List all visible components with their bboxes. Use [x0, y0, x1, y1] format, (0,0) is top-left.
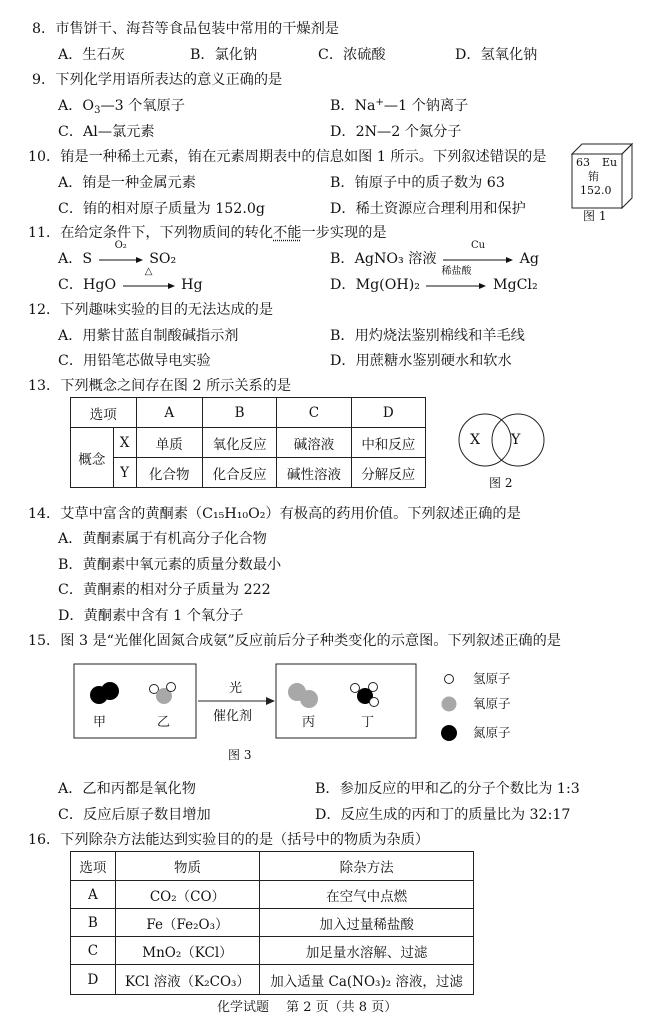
- q15-option-d[interactable]: D．反应生成的丙和丁的质量比为 32:17: [315, 807, 571, 823]
- table-cell: 化合物: [136, 458, 202, 488]
- q15-stem: 15．图 3 是“光催化固氮合成氨”反应前后分子种类变化的示意图。下列叙述正确的是: [28, 633, 561, 649]
- element-symbol: Eu: [602, 156, 618, 169]
- q10-option-b[interactable]: B．铕原子中的质子数为 63: [330, 175, 505, 191]
- q16-purification-table: [70, 851, 474, 995]
- q11-option-a[interactable]: A．S O₂ SO₂: [58, 240, 177, 267]
- q10-option-a[interactable]: A．铕是一种金属元素: [58, 175, 196, 191]
- q15-option-b[interactable]: B．参加反应的甲和乙的分子个数比为 1:3: [315, 781, 580, 797]
- q13-concept-table: [70, 397, 426, 488]
- q8-option-a[interactable]: A．生石灰: [58, 47, 125, 63]
- q14-stem: 14．艾草中富含的黄酮素（C₁₅H₁₀O₂）有极高的药用价值。下列叙述正确的是: [28, 506, 521, 522]
- q12-option-b[interactable]: B．用灼烧法鉴别棉线和羊毛线: [330, 328, 525, 344]
- figure1-caption: 图 1: [583, 209, 607, 223]
- q11-option-d[interactable]: D．Mg(OH)₂ 稀盐酸 MgCl₂: [330, 266, 538, 293]
- table-cell: 化合反应: [202, 458, 276, 488]
- label-ding: 丁: [361, 715, 375, 730]
- q9-option-a[interactable]: A．$O_3—3$ 个氧原子: [58, 98, 185, 116]
- q10-option-c[interactable]: C．铕的相对原子质量为 152.0g: [58, 201, 265, 217]
- venn-label-y: Y: [511, 432, 521, 448]
- venn-diagram: [448, 412, 558, 468]
- reaction-arrow: O₂: [99, 250, 143, 268]
- hydrogen-atom-icon: [445, 675, 454, 684]
- q13-stem: 13．下列概念之间存在图 2 所示关系的是: [28, 378, 292, 394]
- q14-option-a[interactable]: A．黄酮素属于有机高分子化合物: [58, 531, 267, 547]
- figure1-element-box: [568, 140, 638, 210]
- legend-oxygen: 氧原子: [473, 696, 511, 711]
- q8-stem: 8．市售饼干、海苔等食品包装中常用的干燥剂是: [32, 21, 339, 37]
- q15-option-a[interactable]: A．乙和丙都是氧化物: [58, 781, 196, 797]
- element-name: 铕: [588, 170, 599, 183]
- table-cell: 单质: [136, 428, 202, 458]
- label-yi: 乙: [157, 715, 171, 730]
- table-header: 选项: [71, 852, 116, 881]
- table-cell: 中和反应: [351, 428, 425, 458]
- q14-option-d[interactable]: D．黄酮素中含有 1 个氧分子: [58, 608, 244, 624]
- table-cell: KCl 溶液（K₂CO₃）: [115, 965, 259, 995]
- label-bing: 丙: [302, 715, 316, 730]
- q9-option-d[interactable]: D．2N—2 个氮分子: [330, 124, 462, 140]
- q10-stem: 10．铕是一种稀土元素，铕在元素周期表中的信息如图 1 所示。下列叙述错误的是: [28, 149, 547, 165]
- legend-nitrogen: 氮原子: [473, 725, 511, 740]
- q9-stem: 9．下列化学用语所表达的意义正确的是: [32, 72, 283, 88]
- q9-option-c[interactable]: C．Al—氯元素: [58, 124, 155, 140]
- table-cell: 在空气中点燃: [260, 881, 474, 909]
- legend-hydrogen: 氢原子: [473, 671, 511, 686]
- row-label: 概念: [71, 428, 114, 488]
- figure2-caption: 图 2: [489, 476, 513, 490]
- table-cell: A: [71, 881, 116, 909]
- table-cell: 加足量水溶解、过滤: [260, 937, 474, 965]
- table-cell: 氧化反应: [202, 428, 276, 458]
- q9-option-b[interactable]: B．Na+—1 个钠离子: [330, 97, 469, 114]
- condition-catalyst: 催化剂: [213, 709, 253, 724]
- q11-option-b[interactable]: B．AgNO₃ 溶液 Cu Ag: [330, 240, 539, 267]
- q16-stem: 16．下列除杂方法能达到实验目的的是（括号中的物质为杂质）: [28, 832, 430, 848]
- table-header: 物质: [115, 852, 259, 881]
- table-cell: D: [71, 965, 116, 995]
- table-cell: 加入过量稀盐酸: [260, 909, 474, 937]
- label-jia: 甲: [93, 715, 107, 730]
- table-cell: MnO₂（KCl）: [115, 937, 259, 965]
- table-cell: 分解反应: [351, 458, 425, 488]
- element-mass: 152.0: [580, 184, 612, 197]
- table-cell: 碱性溶液: [277, 458, 351, 488]
- q8-option-b[interactable]: B．氯化钠: [190, 47, 258, 63]
- table-cell: 加入适量 Ca(NO₃)₂ 溶液，过滤: [260, 965, 474, 995]
- oxygen-atom-icon: [442, 697, 457, 712]
- table-header: D: [351, 398, 425, 428]
- q14-option-b[interactable]: B．黄酮素中氧元素的质量分数最小: [58, 557, 282, 573]
- condition-light: 光: [229, 681, 243, 696]
- q12-stem: 12．下列趣味实验的目的无法达成的是: [28, 302, 274, 318]
- table-header: 除杂方法: [260, 852, 474, 881]
- row-key: X: [113, 428, 136, 458]
- table-header: 选项: [71, 398, 137, 428]
- q10-option-d[interactable]: D．稀土资源应合理利用和保护: [330, 201, 526, 217]
- q14-option-c[interactable]: C．黄酮素的相对分子质量为 222: [58, 582, 271, 598]
- figure3-caption: 图 3: [228, 748, 252, 762]
- q12-option-a[interactable]: A．用紫甘蓝自制酸碱指示剂: [58, 328, 239, 344]
- table-header: C: [277, 398, 351, 428]
- page-footer: 化学试题 第 2 页（共 8 页）: [217, 1000, 398, 1015]
- reaction-arrow: Cu: [443, 250, 513, 268]
- table-cell: Fe（Fe₂O₃）: [115, 909, 259, 937]
- atom-legend-icons: [438, 670, 468, 750]
- reaction-arrow: 稀盐酸: [426, 276, 486, 294]
- table-header: B: [202, 398, 276, 428]
- table-cell: 碱溶液: [277, 428, 351, 458]
- table-cell: C: [71, 937, 116, 965]
- table-cell: B: [71, 909, 116, 937]
- q12-option-d[interactable]: D．用蔗糖水鉴别硬水和软水: [330, 353, 512, 369]
- venn-label-x: X: [470, 432, 481, 448]
- q11-option-c[interactable]: C．HgO △ Hg: [58, 266, 203, 293]
- q12-option-c[interactable]: C．用铅笔芯做导电实验: [58, 353, 211, 369]
- table-cell: CO₂（CO）: [115, 881, 259, 909]
- table-header: A: [136, 398, 202, 428]
- q11-stem: 11．在给定条件下，下列物质间的转化不能一步实现的是: [28, 225, 387, 241]
- reaction-arrow: △: [123, 276, 175, 294]
- q8-option-c[interactable]: C．浓硫酸: [318, 47, 386, 63]
- row-key: Y: [113, 458, 136, 488]
- element-atomic-number: 63: [576, 156, 590, 169]
- nitrogen-atom-icon: [441, 725, 457, 741]
- q8-option-d[interactable]: D．氢氧化钠: [455, 47, 538, 63]
- q15-option-c[interactable]: C．反应后原子数目增加: [58, 807, 211, 823]
